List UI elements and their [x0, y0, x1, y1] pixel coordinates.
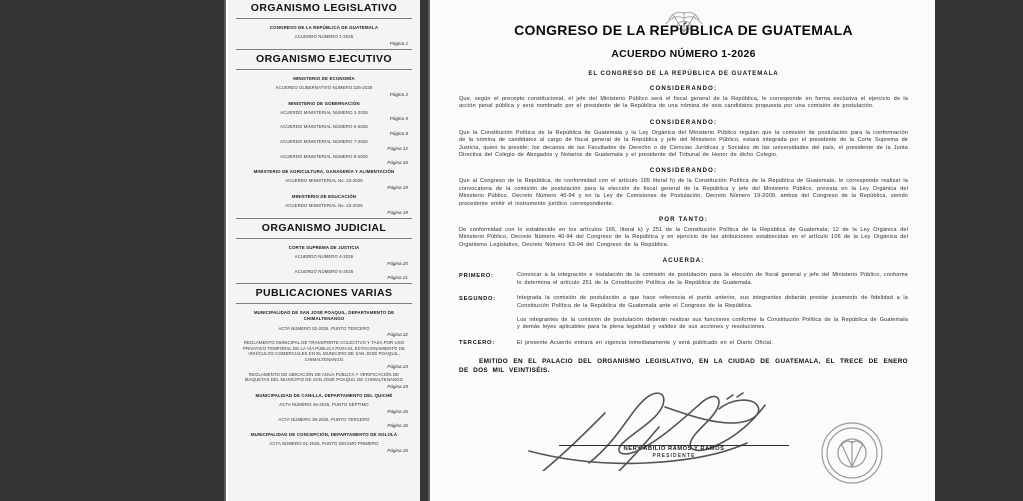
article-body — [517, 272, 908, 287]
considerandos-section — [459, 85, 908, 208]
index-entry[interactable]: ACUERDO NÚMERO 1-2026 — [294, 34, 354, 40]
index-page-number: Página 5 — [389, 116, 408, 122]
index-entry[interactable]: ACUERDO NÚMERO 6-2026 — [294, 268, 354, 274]
article-paragraph: El presente Acuerdo entrará en vigencia inmediatamente y será publicado en el Diario Oficial. — [517, 339, 774, 346]
considerando-label: CONSIDERANDO: — [649, 118, 718, 126]
index-page-number: Página 12 — [387, 145, 408, 151]
index-page-number: Página 26 — [387, 447, 408, 453]
index-page-number: Página 26 — [387, 423, 408, 429]
index-organization: MINISTERIO DE AGRICULTURA, GANADERÍA Y ALIMENTACIÓN — [253, 169, 395, 175]
article-body — [517, 340, 908, 347]
acuerdo-number: ACUERDO NÚMERO 1-2026 — [611, 48, 756, 60]
considerando-label: CONSIDERANDO: — [649, 85, 718, 92]
index-entry[interactable]: ACTA NÚMERO 01-2026, PUNTO DECIMO PRIMERO — [269, 441, 379, 447]
index-section-title: ORGANISMO LEGISLATIVO — [236, 2, 412, 19]
closing-statement: EMITIDO EN EL PALACIO DEL ORGANISMO LEGISLATIVO, EN LA CIUDAD DE GUATEMALA, EL TRECE DE ENERO DE DOS MIL VEINTISÉIS. — [459, 358, 908, 374]
index-organization: MUNICIPALIDAD DE CONCEPCIÓN, DEPARTAMENTO DE SOLOLÁ — [250, 432, 398, 438]
article-body — [517, 295, 908, 332]
considerando-paragraph: Que la Constitución Política de la República de Guatemala y la Ley Orgánica del Ministerio Público regulan que la comisión de postulación para la conformación de la nómina de candidatos al cargo de fiscal general de la República y jefe del Ministerio Público, estará integrada por el presidente de la Corte Suprema de Justicia, quien la preside; los decanos de las Facultades de Derecho o de Ciencias Jurídicas y Sociales de las universidades del país, el presidente de la Junta Directiva del Colegio de Abogados y Notarios de Guatemala y el presidente del Tribunal de Honor de dicho Colegio. — [459, 129, 908, 159]
considerando-paragraph: Que al Congreso de la República, de conformidad con el artículo 165 literal h) de la Constitución Política de la República de Guatemala, le corresponde realizar la convocatoria de la comisión de postulación para la elección de fiscal general de la República y jefe del Ministerio Público, prevista en la Ley Orgánica del Ministerio Público, Decreto Número 40-94 y en la Ley de Comisiones de Postulación, Decreto Número 19-2009, ambos del Congreso de la República, siendo procedente emitir el instrumento jurídico correspondiente. — [459, 178, 908, 207]
index-page[interactable] — [228, 0, 420, 501]
index-organization: MINISTERIO DE EDUCACIÓN — [291, 193, 357, 199]
index-page-number: Página 2 — [389, 91, 408, 97]
index-entry[interactable]: ACUERDO MINISTERIAL NÚMERO 1-2026 — [280, 109, 368, 115]
index-entry[interactable]: ACUERDO MINISTERIAL No. 23-2025 — [285, 178, 363, 184]
signature-block — [459, 379, 908, 471]
article-paragraph: Integrada la comisión de postulación a que hace referencia el punto anterior, sus integrantes deberán prestar juramento de fidelidad a la Constitución Política de la República de Guatemala ante el Congreso de la República. — [517, 295, 908, 309]
index-page-number: Página 20 — [387, 260, 408, 266]
article-paragraph: Los integrantes de la comisión de postulación deberán realizar sus funciones conforme la Constitución Política de la República de Guatemala y demás leyes aplicables para la plena legalidad y validez de sus acciones y resoluciones. — [517, 316, 908, 331]
index-organization: MUNICIPALIDAD DE CANILLÁ, DEPARTAMENTO DEL QUICHÉ — [255, 392, 393, 398]
index-section-title: ORGANISMO JUDICIAL — [236, 218, 412, 239]
index-page-number: Página 16 — [387, 160, 408, 166]
index-entry[interactable]: REGLAMENTO MUNICIPAL DE TRANSPORTE COLECTIVO Y TASA POR USO PRIVATIVO TEMPORAL DE LA VÍA PÚBLICA PARA EL ESTACIONAMIENTO DE VEHÍCULOS COMERCIALES EN EL MUNICIPIO DE SAN JOSÉ POAQUIL, CHIMALTENANGO — [243, 340, 405, 362]
articles-section — [459, 272, 908, 347]
index-page-number: Página 23 — [387, 363, 408, 369]
index-page-number: Página 22 — [387, 332, 408, 338]
acuerda-article — [459, 295, 908, 332]
index-entry[interactable]: ACTA NÚMERO 46-2025, PUNTO SÉPTIMO — [279, 401, 369, 407]
index-organization: CONGRESO DE LA REPÚBLICA DE GUATEMALA — [269, 25, 379, 30]
index-page-number: Página 19 — [387, 209, 408, 215]
acuerda-article — [459, 340, 908, 347]
por-tanto-text: De conformidad con lo establecido en los artículos 165, literal k) y 251 de la Constitución Política de la República de Guatemala; 12 de la Ley Orgánica del Ministerio Público, Decreto Número 40-94 del Congreso de la República y en ejercicio de las atribuciones establecidas en el artículo 106 de la Ley Orgánica del Organismo Legislativo, Decreto Número 63-94 del Congreso de la República. — [459, 227, 908, 248]
index-entry[interactable]: ACUERDO MINISTERIAL NÚMERO 7-2026 — [280, 138, 368, 144]
acuerda-label: ACUERDA: — [662, 257, 705, 265]
signatory-name: NERY ABILIO RAMOS Y RAMOS — [623, 446, 725, 453]
acuerdo-page[interactable] — [432, 0, 935, 501]
page-title: CONGRESO DE LA REPÚBLICA DE GUATEMALA — [514, 22, 853, 38]
considerando-paragraph: Que, según el precepto constitucional, el jefe del Ministerio Público será el fiscal general de la República, le corresponde en forma exclusiva el ejercicio de la acción penal pública y será nombrado por el presidente de la República de una nómina de seis candidatos propuesta por una comisión de postulación. — [459, 96, 908, 110]
guatemala-coat-of-arms-icon — [661, 9, 707, 35]
index-page-number: Página 21 — [387, 275, 408, 281]
index-entry[interactable]: ACUERDO GUBERNATIVO NÚMERO 226-2025 — [275, 85, 373, 90]
index-page-number: Página 26 — [387, 408, 408, 414]
article-paragraph: Convocar a la integración e instalación de la comisión de postulación para la elección de fiscal general y jefe del Ministerio Público, conforme lo determina el artículo 251 de la Constitución Política de la República de Guatemala. — [517, 272, 908, 286]
index-page-number: Página 1 — [389, 40, 408, 46]
por-tanto-label: POR TANTO: — [659, 216, 708, 224]
index-organization: CORTE SUPREMA DE JUSTICIA — [288, 244, 360, 250]
article-tag: SEGUNDO: — [459, 295, 496, 302]
issuer-line: EL CONGRESO DE LA REPÚBLICA DE GUATEMALA — [588, 70, 779, 77]
signatory-role: PRESIDENTE — [652, 453, 696, 460]
considerando-label: CONSIDERANDO: — [649, 167, 718, 175]
index-section-title: ORGANISMO EJECUTIVO — [236, 49, 412, 70]
index-section-title: PUBLICACIONES VARIAS — [236, 283, 412, 304]
index-entry[interactable]: ACUERDO MINISTERIAL NÚMERO 8-2026 — [280, 153, 368, 159]
article-tag: PRIMERO: — [459, 272, 494, 279]
index-page-number: Página 8 — [389, 130, 408, 136]
index-organization: MUNICIPALIDAD DE SAN JOSÉ POAQUIL, DEPARTAMENTO DE CHIMALTENANGO — [253, 310, 395, 322]
index-organization: MINISTERIO DE ECONOMÍA — [293, 75, 355, 81]
index-entry[interactable]: ACTA NÚMERO 02-2026, PUNTO TERCERO — [278, 325, 370, 331]
index-entry[interactable]: ACUERDO NÚMERO 4-2026 — [294, 253, 354, 259]
index-entry[interactable]: ACUERDO MINISTERIAL NÚMERO 6-2026 — [280, 124, 368, 130]
congress-seal-icon — [820, 421, 884, 485]
article-tag: TERCERO: — [459, 340, 495, 347]
index-page-number: Página 25 — [387, 383, 408, 389]
acuerda-article — [459, 272, 908, 287]
index-organization: MINISTERIO DE GOBERNACIÓN — [288, 100, 360, 106]
index-page-number: Página 19 — [387, 184, 408, 190]
index-entry[interactable]: ACUERDO MINISTERIAL No. 43-2026 — [285, 203, 363, 209]
index-entry[interactable]: ACTA NÚMERO 39-2025, PUNTO TERCERO — [278, 416, 370, 422]
index-entry[interactable]: REGLAMENTO DE UBICACIÓN DE AGUA PÚBLICA Y VERIFICACIÓN DE MAQUETAS DEL MUNICIPIO DE SAN JOSÉ POAQUIL DE CHIMALTENANGO — [244, 371, 404, 383]
